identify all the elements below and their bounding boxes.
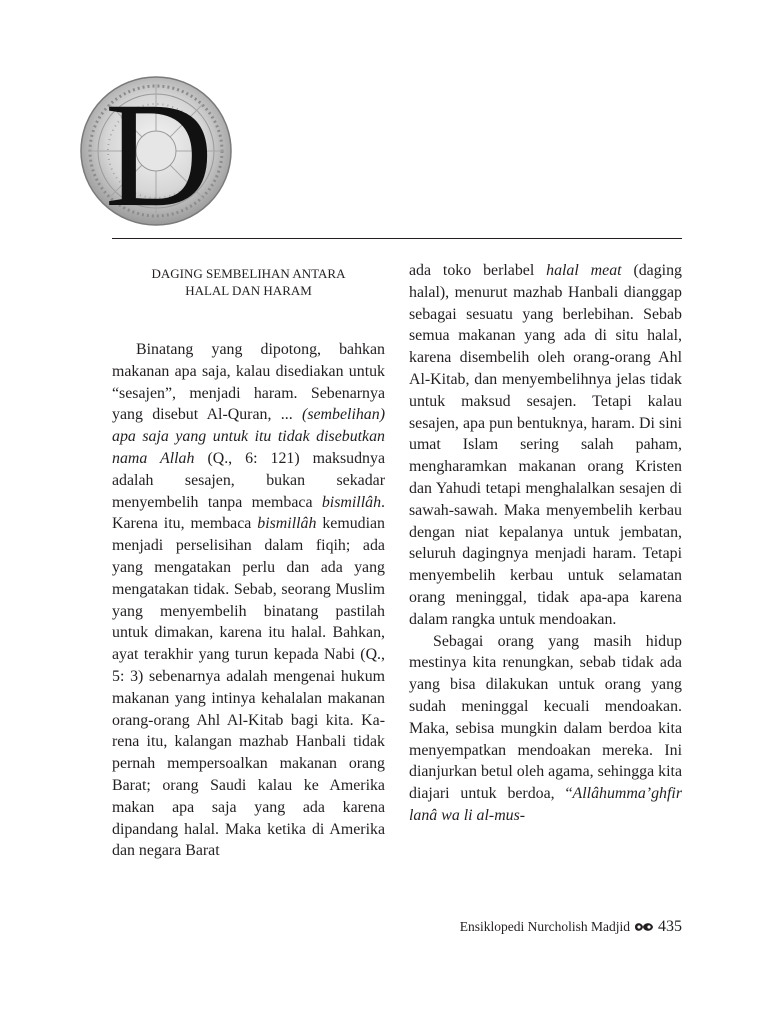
text-run: (Q., 6: 121) maksudnya adalah sesajen, bukan sekadar menyembelih tanpa membaca <box>112 449 385 511</box>
page-number: 435 <box>658 918 682 935</box>
text-run: (daging halal), menurut mazhab Hanbali dianggap sebagai sesuatu yang berlebihan. Sebab semua makanan yang ada di situ halal, karena disembelih oleh orang-orang Ahl Al-Kitab, dan menyembelihnya jelas tidak untuk maksud sesajen. Tetapi kalau sesajen, apa pun bentuknya, haram. Di sini umat Islam sering salah paham, mengharamkan makanan orang Kristen dan Yahudi tetapi menghalalkan sesajen di sawah-sawah. Maka menyembelih kerbau dengan niat kepalanya untuk jembatan, seluruh dagingnya menjadi haram. Tetapi menyembelih kerbau untuk selamatan orang meninggal, tidak apa-apa karena dalam rangka untuk mendoakan. <box>409 262 682 628</box>
ornament-icon <box>634 921 654 933</box>
italic-run: halal meat <box>546 262 622 279</box>
right-paragraph-1 <box>409 260 682 631</box>
header-divider <box>112 238 682 239</box>
left-paragraph-1 <box>112 339 385 862</box>
text-run: kemudian menjadi perselisihan dalam fiqih; ada yang mengatakan perlu dan ada yang mengatakan tidak. Sebab, seorang Muslim yang menyembelih binatang pastilah untuk dimakan, karena itu halal. Bahkan, ayat terakhir yang turun kepada Nabi (Q., 5: 3) sebenarnya adalah mengenai hukum makanan yang intinya kehalalan makanan orang-orang Ahl Al-Kitab bagi kita. Karena itu, kalangan mazhab Hanbali tidak pernah mempersoalkan makanan orang Barat; orang Saudi kalau ke Amerika makan apa saja yang ada karena dipandang halal. Maka ketika di Amerika dan negara Barat <box>112 515 386 860</box>
italic-run: (sembelihan) apa saja yang untuk itu tidak disebutkan nama Allah <box>112 406 385 467</box>
article-heading-line-1: DAGING SEMBELIHAN ANTARA <box>151 266 346 281</box>
italic-run: bismillâh <box>321 493 382 511</box>
text-run: ada toko berlabel <box>409 262 547 279</box>
article-heading <box>112 265 385 299</box>
book-title: Ensiklopedi Nurcholish Madjid <box>459 919 630 934</box>
page-footer <box>460 918 682 936</box>
text-run: Sebagai orang yang masih hidup mestinya kita renungkan, sebab tidak ada yang bisa dilakukan untuk orang yang sudah meninggal kecuali mendoakan. Maka, sebisa mungkin dalam berdoa kita menyempatkan mendoakan mereka. Ini dianjurkan betul oleh agama, sehingga kita diajari untuk berdoa, “ <box>409 632 682 803</box>
right-column <box>409 260 682 827</box>
article-heading-line-2: HALAL DAN HARAM <box>185 283 312 298</box>
italic-run: bismillâh <box>257 515 317 533</box>
dropcap-ornament <box>80 76 232 226</box>
right-paragraph-2 <box>409 631 682 827</box>
text-run: . Karena itu, membaca <box>112 493 385 533</box>
italic-run: Allâhumma’ghfir lanâ wa li al-mus- <box>409 785 682 824</box>
dropcap-letter: D <box>104 76 214 226</box>
left-column <box>112 260 385 862</box>
text-run: Binatang yang dipotong, bahkan makanan apa saja, kalau disediakan untuk “sesajen”, menjadi haram. Sebenarnya yang disebut Al-Quran, ... <box>112 341 385 424</box>
